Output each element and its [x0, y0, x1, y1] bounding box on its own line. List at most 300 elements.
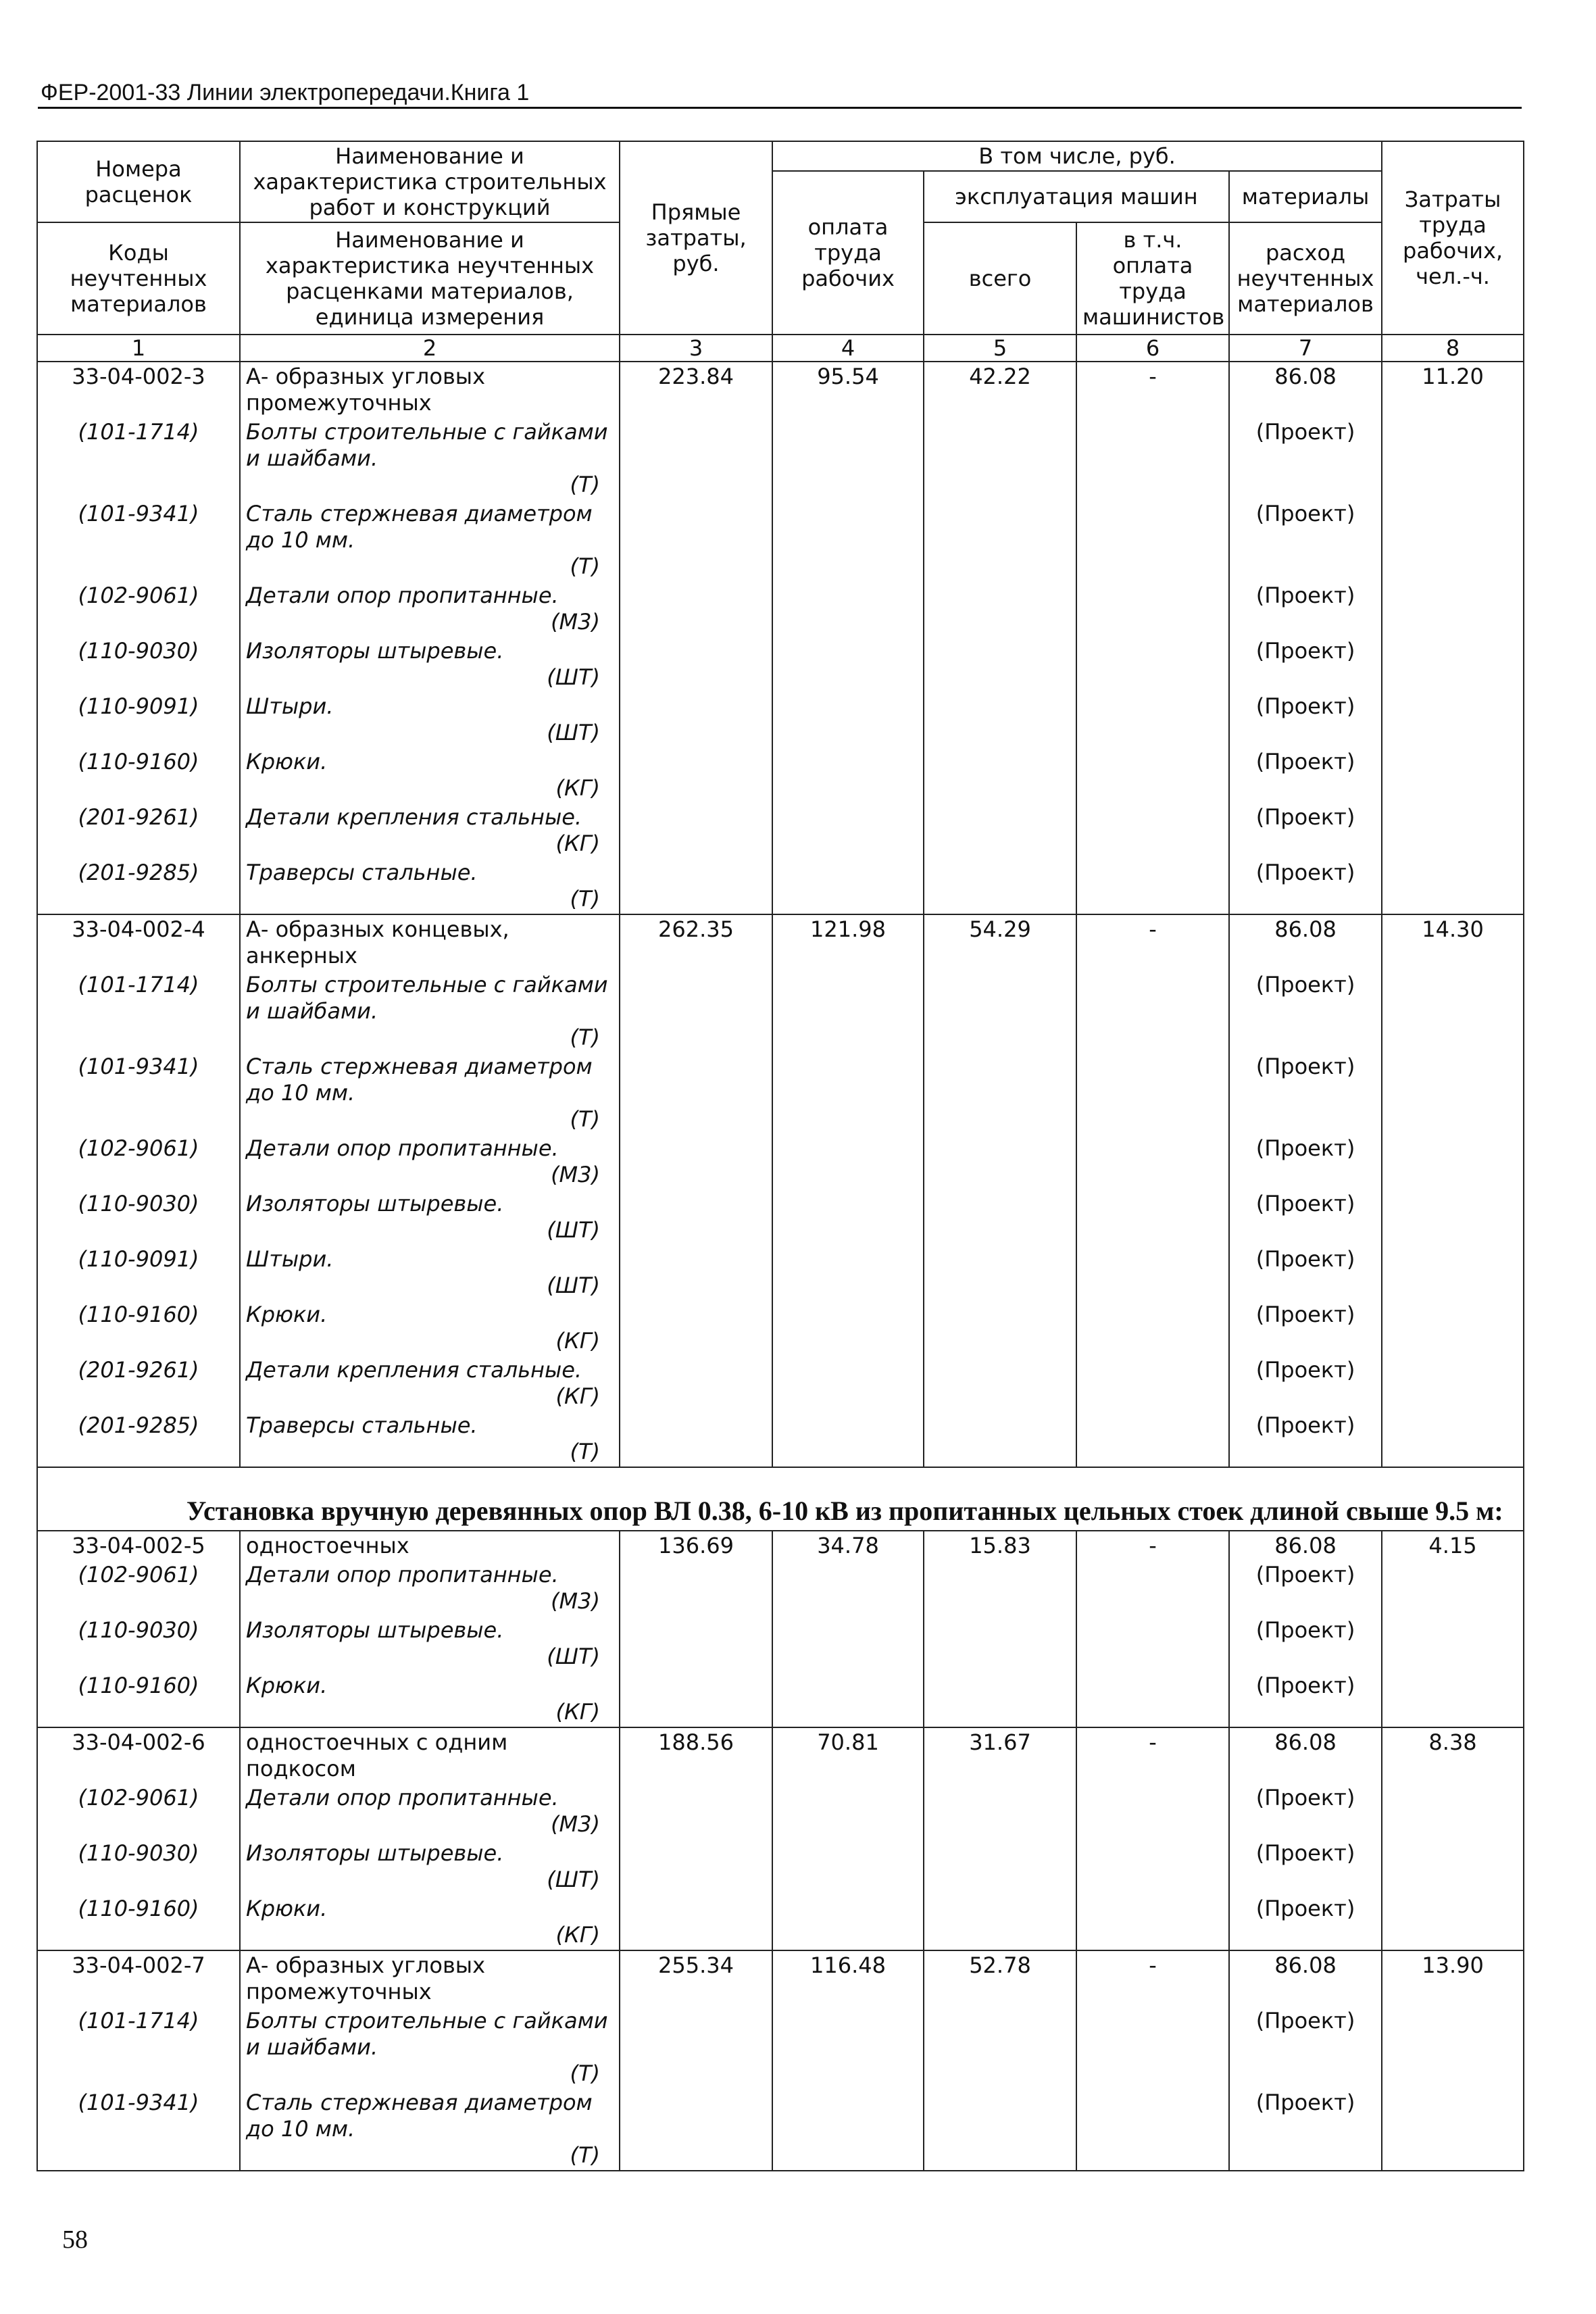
- col1-header-top: Номера расценок: [37, 141, 240, 222]
- empty-cell: [1076, 581, 1229, 637]
- material-row: [37, 1783, 1524, 1839]
- material-name: [240, 970, 620, 1052]
- empty-cell: [1076, 803, 1229, 858]
- material-name-text: Траверсы стальные.: [246, 1412, 478, 1438]
- material-unit: (Т): [570, 553, 600, 579]
- empty-cell: [772, 1616, 924, 1671]
- material-name: [240, 1894, 620, 1950]
- material-name: [240, 581, 620, 637]
- empty-cell: [1076, 1300, 1229, 1356]
- rate-labor: 14.30: [1382, 914, 1524, 970]
- material-row: [37, 2007, 1524, 2088]
- empty-cell: [1382, 1616, 1524, 1671]
- material-name: [240, 1245, 620, 1300]
- material-consumption: (Проект): [1229, 1300, 1382, 1356]
- rate-materials: 86.08: [1229, 1950, 1382, 2007]
- material-unit: (ШТ): [547, 1644, 600, 1669]
- empty-cell: [620, 1411, 772, 1467]
- material-unit: (КГ): [555, 1922, 600, 1948]
- rate-operators: -: [1076, 1950, 1229, 2007]
- document-header: ФЕР-2001-33 Линии электропередачи.Книга 1: [41, 80, 530, 105]
- empty-cell: [772, 1189, 924, 1245]
- rate-operators: -: [1076, 1727, 1229, 1783]
- rate-labor: 8.38: [1382, 1727, 1524, 1783]
- material-row: [37, 1356, 1524, 1411]
- material-name-text: Детали опор пропитанные.: [246, 1135, 559, 1161]
- material-unit: (ШТ): [547, 1867, 600, 1892]
- empty-cell: [772, 2007, 924, 2088]
- empty-cell: [1382, 1783, 1524, 1839]
- rate-row: [37, 1727, 1524, 1783]
- material-consumption: (Проект): [1229, 1189, 1382, 1245]
- material-unit: (Т): [570, 1025, 600, 1050]
- material-name-text: Крюки.: [246, 1896, 328, 1921]
- rate-labor: 11.20: [1382, 362, 1524, 418]
- machines-header: эксплуатация машин: [924, 171, 1229, 222]
- materials-header: материалы: [1229, 171, 1382, 222]
- material-consumption: (Проект): [1229, 858, 1382, 914]
- empty-cell: [772, 1300, 924, 1356]
- column-number: 8: [1382, 335, 1524, 362]
- material-unit: (ШТ): [547, 1217, 600, 1243]
- empty-cell: [772, 747, 924, 803]
- material-name-text: Изоляторы штыревые.: [246, 638, 504, 664]
- empty-cell: [772, 418, 924, 499]
- rate-row: [37, 1531, 1524, 1560]
- empty-cell: [924, 2088, 1076, 2171]
- empty-cell: [620, 1134, 772, 1189]
- wage-header: оплата труда рабочих: [772, 171, 924, 335]
- column-number: 5: [924, 335, 1076, 362]
- rate-direct: 255.34: [620, 1950, 772, 2007]
- col1-header-bottom: Коды неучтенных материалов: [37, 222, 240, 335]
- material-code: (101-1714): [37, 418, 240, 499]
- material-consumption: (Проект): [1229, 1894, 1382, 1950]
- empty-cell: [1076, 1560, 1229, 1616]
- empty-cell: [1382, 1300, 1524, 1356]
- rate-direct: 136.69: [620, 1531, 772, 1560]
- empty-cell: [924, 581, 1076, 637]
- rate-name: одностоечных с одним подкосом: [240, 1727, 620, 1783]
- empty-cell: [1076, 1134, 1229, 1189]
- material-consumption: (Проект): [1229, 1134, 1382, 1189]
- empty-cell: [1076, 1616, 1229, 1671]
- empty-cell: [620, 2088, 772, 2171]
- material-name: [240, 1411, 620, 1467]
- material-consumption: (Проект): [1229, 970, 1382, 1052]
- empty-cell: [620, 1783, 772, 1839]
- material-row: [37, 970, 1524, 1052]
- material-code: (110-9030): [37, 1189, 240, 1245]
- empty-cell: [924, 803, 1076, 858]
- material-name-text: Штыри.: [246, 1246, 334, 1272]
- empty-cell: [1076, 1245, 1229, 1300]
- material-code: (101-9341): [37, 2088, 240, 2171]
- empty-cell: [1076, 970, 1229, 1052]
- rate-code: 33-04-002-6: [37, 1727, 240, 1783]
- material-name: [240, 637, 620, 692]
- material-name-text: Болты строительные с гайками и шайбами.: [246, 972, 608, 1024]
- rate-machines: 42.22: [924, 362, 1076, 418]
- material-consumption: (Проект): [1229, 1616, 1382, 1671]
- empty-cell: [772, 692, 924, 747]
- material-consumption: (Проект): [1229, 2088, 1382, 2171]
- material-unit: (КГ): [555, 775, 600, 801]
- material-consumption: (Проект): [1229, 1411, 1382, 1467]
- empty-cell: [620, 499, 772, 581]
- rate-row: [37, 362, 1524, 418]
- material-code: (201-9261): [37, 803, 240, 858]
- empty-cell: [772, 637, 924, 692]
- material-name-text: Детали крепления стальные.: [246, 804, 582, 830]
- material-name-text: Крюки.: [246, 1302, 328, 1327]
- unaccounted-materials-header: расход неучтенных материалов: [1229, 222, 1382, 335]
- empty-cell: [1382, 499, 1524, 581]
- material-unit: (Т): [570, 1439, 600, 1464]
- empty-cell: [772, 581, 924, 637]
- material-unit: (КГ): [555, 1328, 600, 1354]
- rate-code: 33-04-002-7: [37, 1950, 240, 2007]
- empty-cell: [924, 858, 1076, 914]
- labor-header: Затраты труда рабочих, чел.-ч.: [1382, 141, 1524, 335]
- empty-cell: [924, 1189, 1076, 1245]
- material-name-text: Крюки.: [246, 1673, 328, 1698]
- empty-cell: [620, 1300, 772, 1356]
- material-name: [240, 1671, 620, 1727]
- material-row: [37, 1134, 1524, 1189]
- material-row: [37, 747, 1524, 803]
- empty-cell: [772, 1245, 924, 1300]
- empty-cell: [1382, 1134, 1524, 1189]
- material-code: (101-9341): [37, 1052, 240, 1134]
- material-consumption: (Проект): [1229, 747, 1382, 803]
- material-code: (110-9160): [37, 1894, 240, 1950]
- material-name: [240, 1839, 620, 1894]
- empty-cell: [924, 1671, 1076, 1727]
- material-row: [37, 1052, 1524, 1134]
- material-name: [240, 2007, 620, 2088]
- empty-cell: [1382, 2007, 1524, 2088]
- material-row: [37, 418, 1524, 499]
- empty-cell: [620, 858, 772, 914]
- empty-cell: [1382, 418, 1524, 499]
- rate-wage: 116.48: [772, 1950, 924, 2007]
- rate-wage: 34.78: [772, 1531, 924, 1560]
- rate-machines: 31.67: [924, 1727, 1076, 1783]
- empty-cell: [924, 418, 1076, 499]
- material-row: [37, 803, 1524, 858]
- material-unit: (Т): [570, 1106, 600, 1132]
- rate-name: одностоечных: [240, 1531, 620, 1560]
- material-consumption: (Проект): [1229, 1671, 1382, 1727]
- material-code: (110-9091): [37, 1245, 240, 1300]
- empty-cell: [1076, 1052, 1229, 1134]
- page-number: 58: [62, 2225, 88, 2254]
- empty-cell: [772, 970, 924, 1052]
- material-name: [240, 1300, 620, 1356]
- material-row: [37, 499, 1524, 581]
- empty-cell: [620, 1839, 772, 1894]
- rate-materials: 86.08: [1229, 914, 1382, 970]
- empty-cell: [1076, 747, 1229, 803]
- material-unit: (М3): [551, 1162, 600, 1187]
- empty-cell: [1076, 1189, 1229, 1245]
- material-unit: (М3): [551, 609, 600, 635]
- material-code: (201-9261): [37, 1356, 240, 1411]
- empty-cell: [924, 1411, 1076, 1467]
- rate-labor: 4.15: [1382, 1531, 1524, 1560]
- material-code: (110-9160): [37, 1671, 240, 1727]
- empty-cell: [1382, 1839, 1524, 1894]
- empty-cell: [772, 1134, 924, 1189]
- rate-name: А- образных концевых, анкерных: [240, 914, 620, 970]
- material-consumption: (Проект): [1229, 499, 1382, 581]
- empty-cell: [924, 1560, 1076, 1616]
- rate-direct: 188.56: [620, 1727, 772, 1783]
- section-title: Установка вручную деревянных опор ВЛ 0.38, 6-10 кВ из пропитанных цельных стоек длиной свыше 9.5 м:: [37, 1467, 1524, 1531]
- material-unit: (Т): [570, 472, 600, 497]
- material-row: [37, 2088, 1524, 2171]
- empty-cell: [772, 1671, 924, 1727]
- empty-cell: [1382, 2088, 1524, 2171]
- direct-costs-header: Прямые затраты, руб.: [620, 141, 772, 335]
- material-row: [37, 1894, 1524, 1950]
- material-row: [37, 1560, 1524, 1616]
- empty-cell: [924, 970, 1076, 1052]
- material-code: (110-9160): [37, 747, 240, 803]
- header-rule: [38, 107, 1522, 109]
- empty-cell: [620, 970, 772, 1052]
- material-name-text: Болты строительные с гайками и шайбами.: [246, 2008, 608, 2060]
- empty-cell: [924, 1052, 1076, 1134]
- material-name-text: Детали опор пропитанные.: [246, 583, 559, 608]
- rate-code: 33-04-002-5: [37, 1531, 240, 1560]
- empty-cell: [1076, 499, 1229, 581]
- price-table: [36, 141, 1524, 2171]
- material-unit: (ШТ): [547, 1273, 600, 1298]
- empty-cell: [1076, 637, 1229, 692]
- material-name: [240, 1616, 620, 1671]
- material-name: [240, 692, 620, 747]
- rate-direct: 262.35: [620, 914, 772, 970]
- empty-cell: [1382, 637, 1524, 692]
- rate-wage: 121.98: [772, 914, 924, 970]
- material-name: [240, 1052, 620, 1134]
- rate-operators: -: [1076, 1531, 1229, 1560]
- material-name-text: Траверсы стальные.: [246, 860, 478, 885]
- empty-cell: [620, 1356, 772, 1411]
- material-row: [37, 581, 1524, 637]
- rate-code: 33-04-002-3: [37, 362, 240, 418]
- empty-cell: [772, 858, 924, 914]
- empty-cell: [620, 803, 772, 858]
- material-unit: (М3): [551, 1811, 600, 1837]
- material-consumption: (Проект): [1229, 1560, 1382, 1616]
- operator-wage-header: в т.ч. оплата труда машинистов: [1076, 222, 1229, 335]
- rate-row: [37, 914, 1524, 970]
- rate-machines: 52.78: [924, 1950, 1076, 2007]
- material-code: (102-9061): [37, 581, 240, 637]
- empty-cell: [772, 1783, 924, 1839]
- empty-cell: [620, 418, 772, 499]
- empty-cell: [1076, 692, 1229, 747]
- empty-cell: [924, 1300, 1076, 1356]
- column-number: 6: [1076, 335, 1229, 362]
- empty-cell: [924, 499, 1076, 581]
- empty-cell: [1382, 1356, 1524, 1411]
- empty-cell: [1076, 2088, 1229, 2171]
- material-code: (201-9285): [37, 858, 240, 914]
- material-consumption: (Проект): [1229, 1839, 1382, 1894]
- material-name: [240, 858, 620, 914]
- empty-cell: [924, 1616, 1076, 1671]
- material-consumption: (Проект): [1229, 803, 1382, 858]
- empty-cell: [924, 1134, 1076, 1189]
- material-code: (101-9341): [37, 499, 240, 581]
- column-number: 3: [620, 335, 772, 362]
- col2-header-top: Наименование и характеристика строительных работ и конструкций: [240, 141, 620, 222]
- material-name-text: Сталь стержневая диаметром до 10 мм.: [246, 501, 593, 553]
- material-name: [240, 747, 620, 803]
- material-row: [37, 637, 1524, 692]
- material-consumption: (Проект): [1229, 1052, 1382, 1134]
- material-consumption: (Проект): [1229, 637, 1382, 692]
- empty-cell: [620, 581, 772, 637]
- material-unit: (КГ): [555, 1699, 600, 1725]
- material-unit: (КГ): [555, 1383, 600, 1409]
- empty-cell: [772, 1560, 924, 1616]
- material-code: (101-1714): [37, 2007, 240, 2088]
- empty-cell: [1382, 1894, 1524, 1950]
- empty-cell: [1076, 1671, 1229, 1727]
- material-consumption: (Проект): [1229, 581, 1382, 637]
- empty-cell: [1076, 418, 1229, 499]
- empty-cell: [1076, 1356, 1229, 1411]
- empty-cell: [772, 2088, 924, 2171]
- material-unit: (Т): [570, 2142, 600, 2168]
- material-unit: (Т): [570, 886, 600, 912]
- material-name: [240, 803, 620, 858]
- col2-header-bottom: Наименование и характеристика неучтенных расценками материалов, единица измерения: [240, 222, 620, 335]
- material-consumption: (Проект): [1229, 418, 1382, 499]
- empty-cell: [1076, 2007, 1229, 2088]
- material-name: [240, 1783, 620, 1839]
- rate-wage: 70.81: [772, 1727, 924, 1783]
- rate-materials: 86.08: [1229, 1727, 1382, 1783]
- empty-cell: [924, 1894, 1076, 1950]
- rate-materials: 86.08: [1229, 1531, 1382, 1560]
- rate-direct: 223.84: [620, 362, 772, 418]
- material-name-text: Изоляторы штыревые.: [246, 1191, 504, 1216]
- material-unit: (ШТ): [547, 664, 600, 690]
- empty-cell: [1382, 747, 1524, 803]
- material-row: [37, 1411, 1524, 1467]
- empty-cell: [1382, 803, 1524, 858]
- material-name-text: Болты строительные с гайками и шайбами.: [246, 419, 608, 471]
- material-consumption: (Проект): [1229, 1783, 1382, 1839]
- material-row: [37, 1300, 1524, 1356]
- empty-cell: [924, 747, 1076, 803]
- empty-cell: [1076, 1839, 1229, 1894]
- material-name: [240, 418, 620, 499]
- empty-cell: [1076, 1783, 1229, 1839]
- material-code: (110-9030): [37, 637, 240, 692]
- material-consumption: (Проект): [1229, 2007, 1382, 2088]
- rate-name: А- образных угловых промежуточных: [240, 362, 620, 418]
- material-unit: (КГ): [555, 831, 600, 856]
- empty-cell: [924, 1783, 1076, 1839]
- empty-cell: [772, 1356, 924, 1411]
- material-row: [37, 1189, 1524, 1245]
- material-name-text: Сталь стержневая диаметром до 10 мм.: [246, 1054, 593, 1106]
- rate-machines: 54.29: [924, 914, 1076, 970]
- empty-cell: [924, 692, 1076, 747]
- empty-cell: [1382, 1671, 1524, 1727]
- empty-cell: [620, 1616, 772, 1671]
- empty-cell: [924, 637, 1076, 692]
- rate-operators: -: [1076, 362, 1229, 418]
- material-name-text: Изоляторы штыревые.: [246, 1617, 504, 1643]
- material-name-text: Крюки.: [246, 749, 328, 774]
- empty-cell: [1382, 1189, 1524, 1245]
- material-row: [37, 1245, 1524, 1300]
- empty-cell: [1382, 692, 1524, 747]
- empty-cell: [772, 1839, 924, 1894]
- material-name-text: Сталь стержневая диаметром до 10 мм.: [246, 2090, 593, 2142]
- including-header: В том числе, руб.: [772, 141, 1382, 171]
- material-consumption: (Проект): [1229, 692, 1382, 747]
- empty-cell: [772, 1894, 924, 1950]
- material-code: (110-9030): [37, 1839, 240, 1894]
- material-name: [240, 1134, 620, 1189]
- empty-cell: [620, 2007, 772, 2088]
- material-name: [240, 1356, 620, 1411]
- material-name: [240, 2088, 620, 2171]
- empty-cell: [924, 1356, 1076, 1411]
- empty-cell: [1382, 581, 1524, 637]
- machines-total-header: всего: [924, 222, 1076, 335]
- material-code: (102-9061): [37, 1783, 240, 1839]
- column-number: 7: [1229, 335, 1382, 362]
- rate-name: А- образных угловых промежуточных: [240, 1950, 620, 2007]
- rate-materials: 86.08: [1229, 362, 1382, 418]
- empty-cell: [1076, 1894, 1229, 1950]
- material-name: [240, 1189, 620, 1245]
- material-unit: (М3): [551, 1588, 600, 1614]
- material-row: [37, 858, 1524, 914]
- empty-cell: [620, 1245, 772, 1300]
- empty-cell: [1076, 1411, 1229, 1467]
- material-row: [37, 1671, 1524, 1727]
- material-name: [240, 499, 620, 581]
- empty-cell: [772, 1052, 924, 1134]
- material-unit: (Т): [570, 2061, 600, 2086]
- material-unit: (ШТ): [547, 720, 600, 745]
- material-code: (101-1714): [37, 970, 240, 1052]
- empty-cell: [924, 1245, 1076, 1300]
- empty-cell: [1382, 1052, 1524, 1134]
- empty-cell: [620, 1560, 772, 1616]
- material-name-text: Детали опор пропитанные.: [246, 1785, 559, 1811]
- material-consumption: (Проект): [1229, 1356, 1382, 1411]
- rate-machines: 15.83: [924, 1531, 1076, 1560]
- empty-cell: [620, 692, 772, 747]
- empty-cell: [1382, 1411, 1524, 1467]
- empty-cell: [924, 1839, 1076, 1894]
- empty-cell: [620, 1052, 772, 1134]
- empty-cell: [620, 747, 772, 803]
- material-code: (110-9160): [37, 1300, 240, 1356]
